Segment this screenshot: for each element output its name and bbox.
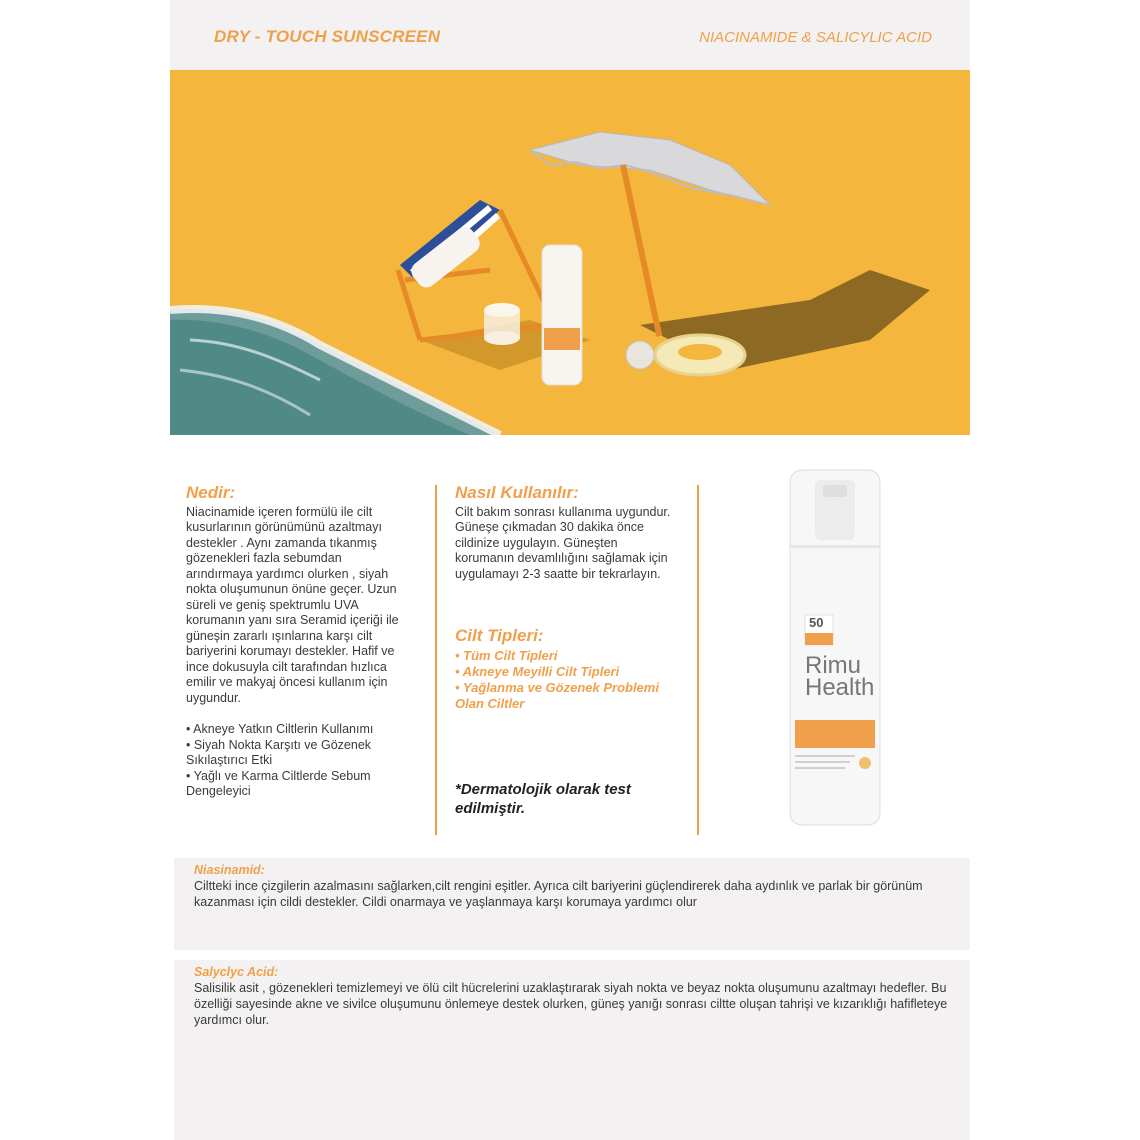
product-page: [170, 0, 970, 1140]
salicylic-acid-panel: [174, 960, 970, 1140]
column-divider: [697, 485, 699, 835]
product-brand: [805, 652, 875, 701]
how-to-use-heading: Nasıl Kullanılır:: [455, 483, 579, 502]
what-is-body: Niacinamide içeren formülü ile cilt kusurlarının görünümünü azaltmayı destekler . Aynı zamanda tıkanmış gözenekleri fazla sebumdan arındırmaya yardımcı olurken , siyah nokta oluşumunun önüne geçer. Uzun süreli ve geniş spektrumlu UVA korumanın yanı sıra Seramid içeriği ile güneşin zararlı ışınlarına karşı cilt bariyerini korumayı destekler. Hafif ve ince dokusuyla cilt tarafından hızlıca emilir ve makyaj öncesi kullanım için uygundur.: [186, 504, 399, 705]
dermatology-note: *Dermatolojik olarak test edilmiştir.: [455, 780, 631, 817]
niacinamide-panel: [174, 858, 970, 950]
benefit-item: • Siyah Nokta Karşıtı ve Gözenek Sıkılaştırıcı Etki: [186, 737, 372, 767]
niacinamide-text: Ciltteki ince çizgilerin azalmasını sağlarken,cilt rengini eşitler. Ayrıca cilt bariyerini güçlendirerek daha aydınlık ve parlak bir görünüm kazanması için cildi destekler. Cildi onarmaya ve yaşlanmaya karşı korumaya yardımcı olur: [194, 879, 923, 909]
beach-ball: [626, 341, 654, 369]
benefit-item: • Akneye Yatkın Ciltlerin Kullanımı: [186, 722, 374, 736]
bottle-product: [542, 245, 582, 385]
skin-type-item: • Akneye Meyilli Cilt Tipleri: [455, 663, 620, 679]
header-left-title: DRY - TOUCH SUNSCREEN: [214, 27, 441, 46]
bottle-illustration: [785, 465, 885, 830]
product-bottle-image: [785, 465, 885, 830]
how-to-use-body: Cilt bakım sonrası kullanıma uygundur. Güneşe çıkmadan 30 dakika önce cildinize uygulayın. Güneşten korumanın devamlılığını sağlamak için uygulamayı 2-3 saatte bir tekrarlayın.: [455, 504, 671, 581]
product-spf: 50: [809, 615, 824, 630]
salicylic-acid-text: Salisilik asit , gözenekleri temizlemeyi ve ölü cilt hücrelerini uzaklaştırarak siyah nokta ve beyaz nokta oluşumunu azaltmayı hedefler. Bu özelliği sayesinde akne ve sivilce oluşumunu önlemeye destek olurken, güneş yanığı sonrası ciltte oluşan tahrişi ve kızarıklığı hafifleteye yardımcı olur.: [194, 981, 948, 1027]
skin-types-list: [455, 648, 680, 712]
skin-type-item: • Yağlanma ve Gözenek Problemi Olan Ciltler: [455, 679, 659, 711]
how-to-use-section: [455, 485, 680, 818]
skin-types-heading: Cilt Tipleri:: [455, 626, 544, 645]
product-brand-line2: Health: [805, 674, 875, 701]
hero-beach-image: [170, 70, 970, 435]
benefits-list: [186, 722, 411, 800]
product-brand-line1: Rimu: [805, 652, 862, 679]
header-right-title: NIACINAMIDE & SALICYLIC ACID: [699, 29, 932, 46]
what-is-section: [186, 485, 411, 800]
benefit-item: • Yağlı ve Karma Ciltlerde Sebum Dengeleyici: [186, 768, 371, 798]
what-is-heading: Nedir:: [186, 483, 236, 502]
salicylic-acid-title: Salyclyc Acid:: [194, 965, 279, 979]
header-bar: [170, 0, 970, 70]
column-divider: [435, 485, 437, 835]
beach-scene-illustration: [170, 70, 970, 435]
niacinamide-title: Niasinamid:: [194, 863, 265, 877]
skin-type-item: • Tüm Cilt Tipleri: [455, 647, 558, 663]
